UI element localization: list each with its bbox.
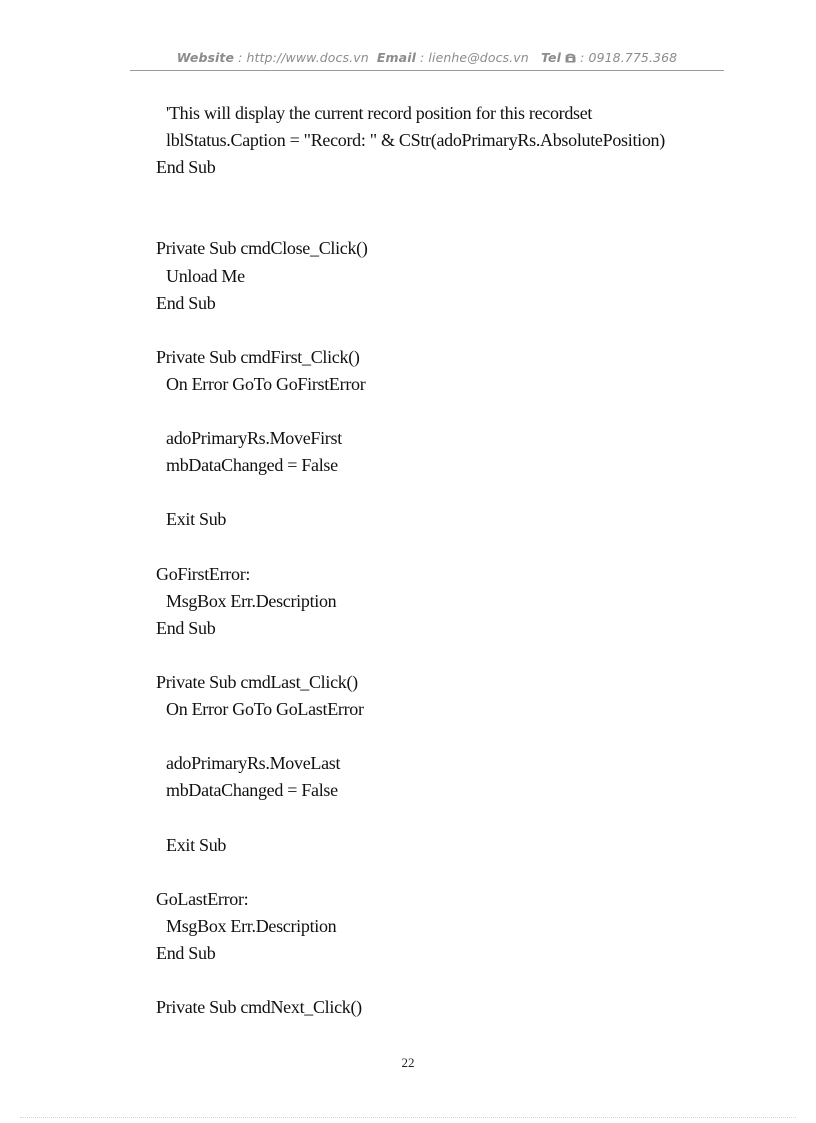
blank-line: [156, 208, 756, 235]
code-line: Private Sub cmdLast_Click(): [156, 671, 358, 692]
page-number: 22: [401, 1055, 415, 1070]
code-line: On Error GoTo GoLastError: [166, 699, 364, 720]
code-line: GoFirstError:: [156, 563, 251, 584]
blank-line: [156, 642, 756, 669]
code-line: End Sub: [156, 617, 216, 638]
code-line: lblStatus.Caption = "Record: " & CStr(adoPrimaryRs.AbsolutePosition): [166, 130, 665, 151]
blank-line: [156, 859, 756, 886]
code-line: MsgBox Err.Description: [166, 915, 337, 936]
header-divider: [130, 70, 724, 71]
website-value: : http://www.docs.vn: [234, 50, 369, 65]
code-line: Private Sub cmdFirst_Click(): [156, 346, 360, 367]
email-label: Email: [376, 50, 416, 65]
blank-line: [156, 181, 756, 208]
code-line: mbDataChanged = False: [166, 780, 338, 801]
blank-line: [156, 804, 756, 831]
blank-line: [156, 479, 756, 506]
blank-line: [156, 534, 756, 561]
code-line: Private Sub cmdClose_Click(): [156, 238, 368, 259]
code-line: End Sub: [156, 942, 216, 963]
code-line: End Sub: [156, 157, 216, 178]
page-header: [130, 50, 724, 65]
page-bottom-border: [20, 1117, 796, 1118]
code-line: End Sub: [156, 292, 216, 313]
website-label: Website: [176, 50, 235, 65]
tel-label: Tel: [541, 50, 561, 65]
code-line: Unload Me: [166, 265, 245, 286]
code-line: GoLastError:: [156, 888, 249, 909]
code-line: On Error GoTo GoFirstError: [166, 373, 366, 394]
code-line: Exit Sub: [166, 834, 227, 855]
blank-line: [156, 398, 756, 425]
blank-line: [156, 723, 756, 750]
code-line: adoPrimaryRs.MoveFirst: [166, 428, 342, 449]
email-value: : lienhe@docs.vn: [415, 50, 529, 65]
code-listing: [156, 100, 756, 1021]
tel-value: : 0918.775.368: [576, 50, 678, 65]
code-line: mbDataChanged = False: [166, 455, 338, 476]
code-line: Exit Sub: [166, 509, 227, 530]
blank-line: [156, 967, 756, 994]
phone-icon: [565, 50, 576, 65]
code-line: adoPrimaryRs.MoveLast: [166, 753, 341, 774]
code-line: MsgBox Err.Description: [166, 590, 337, 611]
code-line: 'This will display the current record position for this recordset: [166, 103, 593, 123]
blank-line: [156, 317, 756, 344]
code-line: Private Sub cmdNext_Click(): [156, 997, 362, 1018]
